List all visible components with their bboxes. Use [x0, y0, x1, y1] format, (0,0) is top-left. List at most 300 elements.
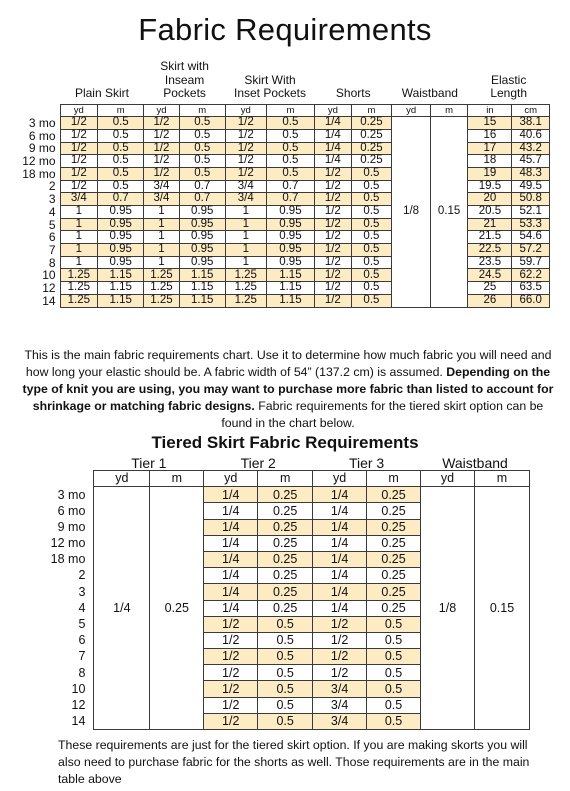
tier-unit-row [16, 471, 530, 487]
elastic-cm: 50.8 [512, 193, 550, 206]
tier3-m: 0.5 [367, 616, 421, 632]
plain-yd: 1 [60, 244, 97, 257]
tiered-skirt-table [16, 455, 530, 730]
plain-yd: 1/2 [60, 180, 97, 193]
shorts-m: 0.5 [351, 167, 392, 180]
size-label: 18 mo [50, 552, 86, 567]
inseam-yd: 1.25 [144, 294, 179, 307]
inset-m: 0.7 [266, 180, 315, 193]
tier2-m: 0.5 [258, 616, 313, 632]
tier3-m: 0.25 [367, 600, 421, 616]
tier2-yd: 1/4 [204, 584, 258, 600]
plain-m: 1.15 [98, 282, 144, 295]
inseam-yd: 1 [144, 256, 179, 269]
tier3-m: 0.25 [367, 535, 421, 551]
tier3-m: 0.5 [367, 713, 421, 729]
inseam-m: 0.95 [179, 256, 225, 269]
unit-header: m [351, 104, 392, 117]
unit-header: yd [392, 104, 431, 117]
inset-m: 1.15 [266, 269, 315, 282]
table-row [16, 155, 550, 168]
tier2-m: 0.25 [258, 584, 313, 600]
tier2-yd: 1/2 [204, 713, 258, 729]
inseam-yd: 3/4 [144, 193, 179, 206]
size-label: 7 [78, 649, 86, 664]
shorts-yd: 1/4 [315, 117, 351, 130]
table-row [16, 282, 550, 295]
plain-m: 0.5 [98, 180, 144, 193]
group-header-line: Waistband [401, 86, 458, 100]
elastic-in: 24.5 [468, 269, 512, 282]
unit-header: cm [512, 104, 550, 117]
inseam-yd: 1/2 [144, 142, 179, 155]
plain-m: 0.5 [98, 167, 144, 180]
size-label: 2 [78, 568, 86, 583]
inset-m: 0.5 [266, 117, 315, 130]
inseam-yd: 1 [144, 218, 179, 231]
table-row [16, 269, 550, 282]
tier-group-row [16, 455, 530, 471]
inset-yd: 1/2 [225, 155, 266, 168]
size-label: 4 [48, 204, 56, 219]
inseam-m: 0.5 [179, 167, 225, 180]
inseam-m: 0.95 [179, 231, 225, 244]
tier-group-header: Tier 2 [240, 455, 276, 471]
group-header [468, 60, 550, 104]
inseam-yd: 1/2 [144, 155, 179, 168]
inseam-m: 0.95 [179, 218, 225, 231]
inset-m: 0.95 [266, 206, 315, 219]
inset-m: 0.5 [266, 155, 315, 168]
unit-header: yd [60, 104, 97, 117]
elastic-in: 23.5 [468, 256, 512, 269]
inset-m: 0.95 [266, 218, 315, 231]
inseam-yd: 1 [144, 206, 179, 219]
elastic-cm: 48.3 [512, 167, 550, 180]
size-label: 18 mo [22, 166, 56, 181]
table-row [16, 193, 550, 206]
group-header [315, 60, 392, 104]
tier2-m: 0.5 [258, 697, 313, 713]
inset-m: 0.95 [266, 231, 315, 244]
elastic-in: 20 [468, 193, 512, 206]
plain-yd: 1/2 [60, 167, 97, 180]
unit-header: yd [94, 471, 150, 487]
elastic-cm: 43.2 [512, 142, 550, 155]
unit-header: m [430, 104, 467, 117]
tier3-m: 0.25 [367, 568, 421, 584]
size-label: 9 mo [57, 519, 86, 534]
inseam-m: 0.5 [179, 117, 225, 130]
inset-yd: 1.25 [225, 294, 266, 307]
tier2-m: 0.25 [258, 519, 313, 535]
plain-yd: 1 [60, 218, 97, 231]
inset-yd: 1 [225, 206, 266, 219]
shorts-m: 0.5 [351, 218, 392, 231]
inseam-yd: 1/2 [144, 129, 179, 142]
size-label: 4 [78, 600, 86, 615]
inseam-yd: 1/2 [144, 167, 179, 180]
plain-yd: 1 [60, 256, 97, 269]
inset-yd: 3/4 [225, 180, 266, 193]
shorts-m: 0.25 [351, 117, 392, 130]
tier3-yd: 1/4 [313, 535, 367, 551]
tier2-yd: 1/4 [204, 600, 258, 616]
main-description [18, 347, 558, 432]
tier-group-header: Tier 1 [131, 455, 167, 471]
waistband-m: 0.15 [430, 117, 467, 307]
plain-yd: 1 [60, 206, 97, 219]
size-label: 14 [71, 714, 86, 729]
size-label: 9 mo [28, 141, 56, 156]
tier3-m: 0.25 [367, 519, 421, 535]
tier2-m: 0.25 [258, 503, 313, 519]
shorts-m: 0.5 [351, 269, 392, 282]
tier-waistband-m: 0.15 [474, 487, 529, 730]
unit-header: m [266, 104, 315, 117]
inset-yd: 1 [225, 256, 266, 269]
inseam-m: 1.15 [179, 294, 225, 307]
group-header [392, 60, 468, 104]
plain-m: 0.95 [98, 231, 144, 244]
group-header-line: Inset Pockets [233, 86, 307, 100]
tier3-m: 0.5 [367, 632, 421, 648]
unit-header: m [179, 104, 225, 117]
tier3-yd: 3/4 [313, 713, 367, 729]
tier3-yd: 3/4 [313, 697, 367, 713]
elastic-in: 19 [468, 167, 512, 180]
tier3-m: 0.5 [367, 649, 421, 665]
unit-header: yd [315, 104, 351, 117]
inseam-yd: 1.25 [144, 282, 179, 295]
inset-yd: 1 [225, 231, 266, 244]
elastic-cm: 45.7 [512, 155, 550, 168]
size-label: 10 [71, 681, 86, 696]
shorts-m: 0.25 [351, 129, 392, 142]
tier2-m: 0.25 [258, 487, 313, 503]
elastic-in: 26 [468, 294, 512, 307]
inset-yd: 1/2 [225, 167, 266, 180]
elastic-in: 19.5 [468, 180, 512, 193]
table-row [16, 231, 550, 244]
plain-m: 0.7 [98, 193, 144, 206]
plain-m: 0.95 [98, 256, 144, 269]
tier3-yd: 1/2 [313, 632, 367, 648]
size-label: 3 mo [28, 116, 56, 131]
shorts-yd: 1/4 [315, 129, 351, 142]
tier2-yd: 1/4 [204, 503, 258, 519]
shorts-yd: 1/2 [315, 193, 351, 206]
unit-header: m [98, 104, 144, 117]
tier2-yd: 1/4 [204, 551, 258, 567]
unit-header: yd [421, 471, 475, 487]
group-header [225, 60, 314, 104]
inset-m: 0.95 [266, 256, 315, 269]
shorts-yd: 1/2 [315, 231, 351, 244]
shorts-yd: 1/2 [315, 206, 351, 219]
inset-yd: 1/2 [225, 142, 266, 155]
inseam-m: 1.15 [179, 282, 225, 295]
tier3-yd: 1/4 [313, 551, 367, 567]
shorts-m: 0.5 [351, 282, 392, 295]
plain-m: 0.5 [98, 129, 144, 142]
group-header [60, 60, 144, 104]
group-header-line: Skirt with [160, 59, 209, 73]
tier3-yd: 3/4 [313, 681, 367, 697]
waistband-yd: 1/8 [392, 117, 431, 307]
inseam-yd: 3/4 [144, 180, 179, 193]
elastic-cm: 54.6 [512, 231, 550, 244]
plain-m: 1.15 [98, 294, 144, 307]
inseam-m: 0.95 [179, 206, 225, 219]
unit-header-row [16, 104, 550, 117]
group-header-line: Plain Skirt [74, 86, 129, 100]
shorts-yd: 1/2 [315, 180, 351, 193]
tier1-m: 0.25 [150, 487, 204, 730]
group-header-line: Shorts [335, 86, 371, 100]
page-title: Fabric Requirements [138, 12, 432, 47]
plain-yd: 3/4 [60, 193, 97, 206]
shorts-m: 0.25 [351, 142, 392, 155]
shorts-m: 0.5 [351, 206, 392, 219]
group-header-line: Inseam [164, 72, 205, 87]
inseam-m: 0.5 [179, 129, 225, 142]
inset-m: 0.5 [266, 142, 315, 155]
inset-yd: 1 [225, 244, 266, 257]
tier3-m: 0.5 [367, 697, 421, 713]
inset-yd: 1 [225, 218, 266, 231]
size-label: 7 [48, 242, 56, 257]
inseam-m: 0.5 [179, 155, 225, 168]
table-row [16, 487, 530, 503]
elastic-in: 17 [468, 142, 512, 155]
plain-m: 1.15 [98, 269, 144, 282]
elastic-cm: 57.2 [512, 244, 550, 257]
inset-m: 0.95 [266, 244, 315, 257]
tier3-m: 0.25 [367, 584, 421, 600]
table-row [16, 256, 550, 269]
elastic-cm: 40.6 [512, 129, 550, 142]
tier2-m: 0.5 [258, 632, 313, 648]
inset-m: 0.5 [266, 167, 315, 180]
tier2-yd: 1/2 [204, 681, 258, 697]
size-label: 12 mo [50, 536, 86, 551]
tier2-yd: 1/4 [204, 487, 258, 503]
size-label: 2 [48, 179, 56, 194]
plain-yd: 1/2 [60, 142, 97, 155]
plain-m: 0.5 [98, 117, 144, 130]
shorts-yd: 1/2 [315, 282, 351, 295]
shorts-m: 0.5 [351, 244, 392, 257]
size-label: 12 [42, 280, 56, 295]
tier2-yd: 1/2 [204, 665, 258, 681]
inset-yd: 3/4 [225, 193, 266, 206]
shorts-m: 0.5 [351, 256, 392, 269]
shorts-m: 0.5 [351, 193, 392, 206]
inset-m: 1.15 [266, 282, 315, 295]
group-header [144, 60, 226, 104]
plain-m: 0.95 [98, 218, 144, 231]
size-label: 5 [48, 217, 56, 232]
tiered-description: These requirements are just for the tiered skirt option. If you are making skorts you will also need to purchase fabric for the shorts as well. Those requirements are in the main table above [58, 738, 530, 786]
tier3-yd: 1/4 [313, 568, 367, 584]
table-row [16, 180, 550, 193]
tier3-m: 0.25 [367, 503, 421, 519]
tier2-m: 0.25 [258, 600, 313, 616]
elastic-cm: 38.1 [512, 117, 550, 130]
tier2-yd: 1/2 [204, 649, 258, 665]
size-label: 14 [42, 293, 56, 308]
inseam-m: 0.95 [179, 244, 225, 257]
table-row [16, 142, 550, 155]
table-row [16, 294, 550, 307]
group-header-row [16, 60, 550, 104]
tier-waistband-yd: 1/8 [421, 487, 475, 730]
inset-yd: 1/2 [225, 117, 266, 130]
tier2-yd: 1/2 [204, 616, 258, 632]
inset-yd: 1/2 [225, 129, 266, 142]
elastic-in: 20.5 [468, 206, 512, 219]
size-label: 6 mo [28, 128, 56, 143]
shorts-yd: 1/2 [315, 167, 351, 180]
tier2-yd: 1/2 [204, 632, 258, 648]
unit-header: yd [225, 104, 266, 117]
shorts-yd: 1/2 [315, 256, 351, 269]
plain-yd: 1/2 [60, 155, 97, 168]
elastic-cm: 66.0 [512, 294, 550, 307]
unit-header: yd [204, 471, 258, 487]
tier2-m: 0.5 [258, 713, 313, 729]
size-label: 6 [48, 230, 56, 245]
tier2-m: 0.5 [258, 665, 313, 681]
size-label: 10 [42, 268, 56, 283]
size-label: 5 [78, 617, 86, 632]
table-row [16, 206, 550, 219]
plain-m: 0.5 [98, 142, 144, 155]
elastic-cm: 62.2 [512, 269, 550, 282]
inset-yd: 1.25 [225, 282, 266, 295]
tier3-yd: 1/4 [313, 519, 367, 535]
tier2-yd: 1/4 [204, 535, 258, 551]
plain-yd: 1/2 [60, 129, 97, 142]
table-row [16, 218, 550, 231]
tier2-m: 0.25 [258, 568, 313, 584]
plain-m: 0.5 [98, 155, 144, 168]
table-row [16, 129, 550, 142]
inseam-yd: 1 [144, 231, 179, 244]
unit-header: m [367, 471, 421, 487]
elastic-cm: 63.5 [512, 282, 550, 295]
tier3-yd: 1/4 [313, 584, 367, 600]
tier-group-header: Tier 3 [348, 455, 385, 471]
shorts-yd: 1/2 [315, 244, 351, 257]
size-label: 3 [48, 192, 56, 207]
shorts-m: 0.25 [351, 155, 392, 168]
elastic-in: 25 [468, 282, 512, 295]
elastic-in: 16 [468, 129, 512, 142]
plain-yd: 1.25 [60, 269, 97, 282]
elastic-cm: 59.7 [512, 256, 550, 269]
size-label: 8 [48, 255, 56, 270]
elastic-cm: 52.1 [512, 206, 550, 219]
tier2-m: 0.5 [258, 649, 313, 665]
description-text-1: This is the main fabric requirements chart. Use it to determine how much fabric you will need and how long your elastic should be. A fabric width of 54” (137.2 cm) is assumed. [24, 348, 552, 379]
unit-header: yd [144, 104, 179, 117]
size-label: 3 [78, 584, 86, 599]
tier3-yd: 1/2 [313, 665, 367, 681]
tier3-yd: 1/4 [313, 600, 367, 616]
size-label: 8 [78, 665, 86, 680]
inset-m: 0.7 [266, 193, 315, 206]
plain-yd: 1.25 [60, 294, 97, 307]
shorts-yd: 1/4 [315, 142, 351, 155]
size-label: 12 [71, 697, 86, 712]
tier3-yd: 1/4 [313, 503, 367, 519]
tier2-m: 0.5 [258, 681, 313, 697]
elastic-cm: 53.3 [512, 218, 550, 231]
description-bold-note: Depending on the type of knit you are using, you may want to purchase more fabric than listed to account for shrinkage or matching fabric designs. [22, 365, 554, 413]
elastic-cm: 49.5 [512, 180, 550, 193]
plain-m: 0.95 [98, 206, 144, 219]
inset-yd: 1.25 [225, 269, 266, 282]
shorts-m: 0.5 [351, 180, 392, 193]
elastic-in: 21 [468, 218, 512, 231]
fabric-requirements-table [16, 60, 550, 308]
tier1-yd: 1/4 [94, 487, 150, 730]
tier-group-header: Waistband [442, 455, 508, 471]
plain-yd: 1/2 [60, 117, 97, 130]
elastic-in: 18 [468, 155, 512, 168]
tier2-yd: 1/2 [204, 697, 258, 713]
size-label: 6 [78, 633, 86, 648]
unit-header: m [150, 471, 204, 487]
plain-m: 0.95 [98, 244, 144, 257]
plain-yd: 1 [60, 231, 97, 244]
inset-m: 1.15 [266, 294, 315, 307]
group-header-line: Pockets [163, 86, 206, 100]
inseam-yd: 1.25 [144, 269, 179, 282]
unit-header: in [468, 104, 512, 117]
table-row [16, 167, 550, 180]
table-row [16, 117, 550, 130]
shorts-yd: 1/2 [315, 294, 351, 307]
tier3-m: 0.25 [367, 487, 421, 503]
tier2-yd: 1/4 [204, 568, 258, 584]
shorts-yd: 1/4 [315, 155, 351, 168]
inseam-m: 0.7 [179, 180, 225, 193]
table-row [16, 244, 550, 257]
tier2-m: 0.25 [258, 551, 313, 567]
unit-header: m [474, 471, 529, 487]
group-header-line: Length [490, 86, 528, 100]
tier3-m: 0.5 [367, 681, 421, 697]
size-label: 6 mo [57, 503, 86, 518]
unit-header: m [258, 471, 313, 487]
size-label: 3 mo [57, 487, 86, 502]
tier3-yd: 1/2 [313, 649, 367, 665]
unit-header: yd [313, 471, 367, 487]
plain-yd: 1.25 [60, 282, 97, 295]
shorts-yd: 1/2 [315, 218, 351, 231]
tier3-yd: 1/2 [313, 616, 367, 632]
inseam-m: 0.5 [179, 142, 225, 155]
elastic-in: 22.5 [468, 244, 512, 257]
elastic-in: 15 [468, 117, 512, 130]
inseam-m: 0.7 [179, 193, 225, 206]
shorts-m: 0.5 [351, 231, 392, 244]
shorts-yd: 1/2 [315, 269, 351, 282]
tiered-skirt-title: Tiered Skirt Fabric Requirements [151, 433, 419, 452]
